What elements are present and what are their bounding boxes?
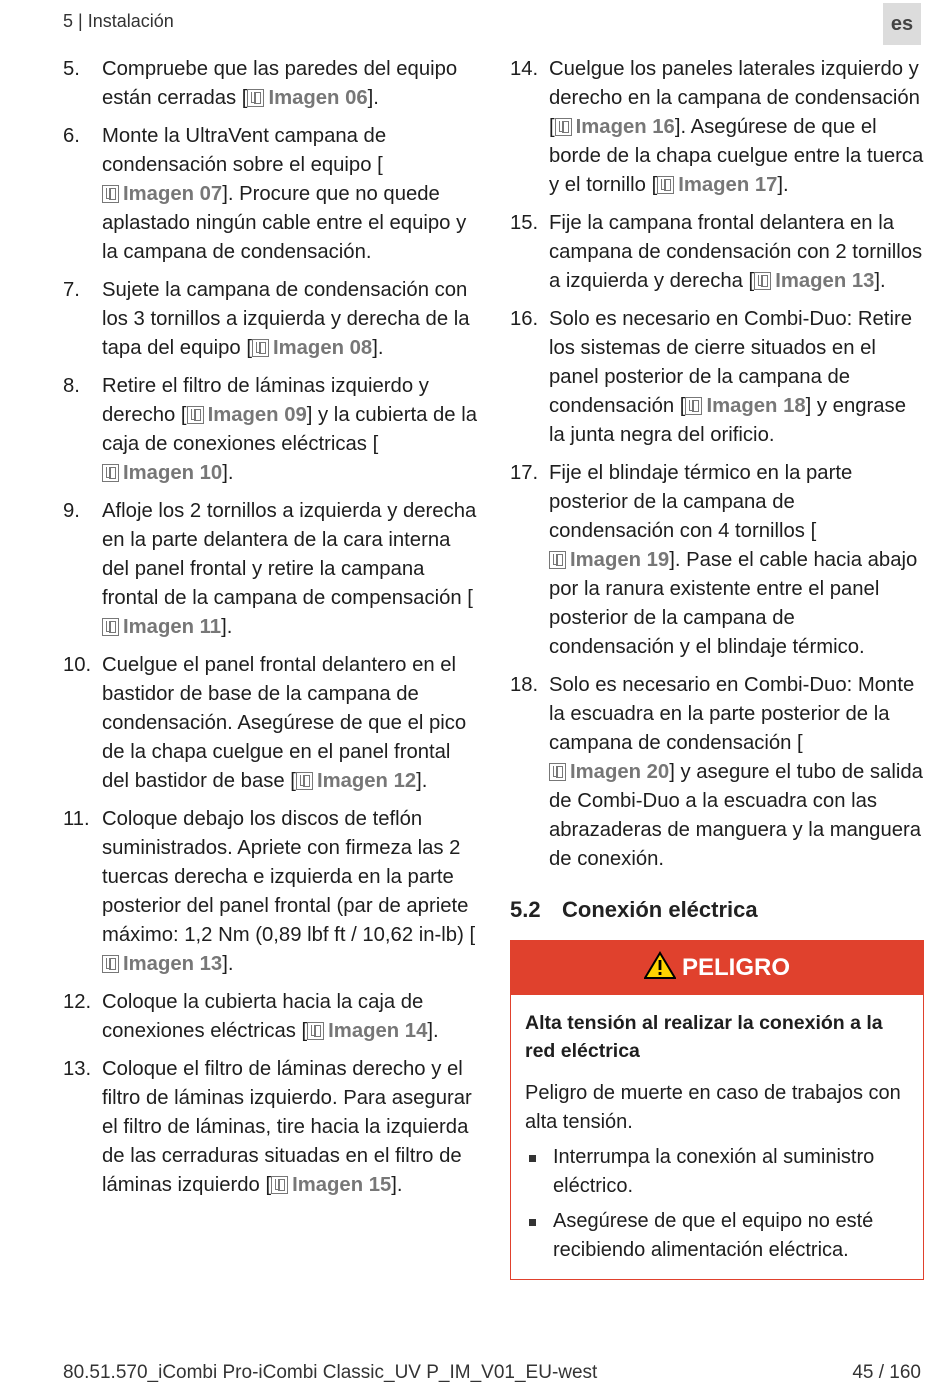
- section-number: 5.2: [510, 897, 541, 922]
- step-number: 8.: [63, 375, 80, 397]
- instruction-step: [510, 305, 924, 450]
- step-number: 15.: [510, 212, 539, 234]
- figure-reference-link[interactable]: [271, 1174, 391, 1196]
- figure-reference-link[interactable]: [252, 337, 372, 359]
- instruction-step: [510, 459, 924, 662]
- figure-icon: [252, 339, 269, 357]
- instruction-step: [63, 805, 481, 979]
- figure-reference-link[interactable]: [296, 770, 416, 792]
- instruction-step: [63, 497, 481, 642]
- step-text: ].: [372, 337, 384, 359]
- instruction-step: [510, 209, 924, 296]
- step-number: 11.: [63, 808, 90, 830]
- danger-description: Peligro de muerte en caso de trabajos con alta tensión.: [525, 1082, 901, 1133]
- left-step-list: [63, 55, 481, 1200]
- step-number: 7.: [63, 279, 80, 301]
- step-text: ] y engrase la junta negra del orificio.: [549, 395, 906, 446]
- figure-reference-link[interactable]: [657, 174, 777, 196]
- step-text: ].: [777, 174, 789, 196]
- figure-reference-label: Imagen 19: [570, 549, 670, 571]
- figure-icon: [307, 1022, 324, 1040]
- danger-label: PELIGRO: [681, 954, 790, 981]
- figure-icon: [187, 406, 204, 424]
- step-text: Fije el blindaje térmico en la parte posterior de la campana de condensación con 4 tornillos [: [549, 462, 853, 542]
- figure-reference-link[interactable]: [247, 87, 367, 109]
- figure-icon: [549, 763, 566, 781]
- step-text: Sujete la campana de condensación con los 3 tornillos a izquierda y derecha de la tapa del equipo [: [102, 279, 470, 359]
- step-text: ].: [416, 770, 428, 792]
- figure-reference-label: Imagen 15: [292, 1174, 392, 1196]
- figure-reference-link[interactable]: [102, 462, 222, 484]
- step-text: Afloje los 2 tornillos a izquierda y derecha en la parte delantera de la cara interna del panel frontal y retire la campana frontal de la campana de compensación [: [102, 500, 477, 609]
- figure-reference-link[interactable]: [102, 616, 221, 638]
- step-text: Solo es necesario en Combi-Duo: Monte la escuadra en la parte posterior de la campana de condensación [: [549, 674, 915, 754]
- step-text: Monte la UltraVent campana de condensación sobre el equipo [: [102, 125, 387, 176]
- danger-body: [511, 995, 923, 1279]
- figure-reference-link[interactable]: [307, 1020, 427, 1042]
- instruction-step: [63, 1055, 481, 1200]
- step-number: 9.: [63, 500, 80, 522]
- figure-icon: [657, 176, 674, 194]
- section-title: Conexión eléctrica: [562, 897, 758, 922]
- figure-reference-label: Imagen 16: [575, 116, 675, 138]
- step-text: ]. Asegúrese de que el borde de la chapa cuelgue entre la tuerca y el tornillo [: [549, 116, 924, 196]
- figure-reference-link[interactable]: [685, 395, 805, 417]
- figure-icon: [296, 772, 313, 790]
- figure-icon: [247, 89, 264, 107]
- danger-notice: [510, 940, 924, 1280]
- left-column: [63, 55, 481, 1209]
- right-column: [510, 55, 924, 1280]
- danger-bullet-list: [525, 1143, 909, 1265]
- instruction-step: [510, 55, 924, 200]
- step-number: 5.: [63, 58, 80, 80]
- figure-reference-label: Imagen 18: [706, 395, 806, 417]
- step-number: 6.: [63, 125, 80, 147]
- figure-icon: [271, 1176, 288, 1194]
- danger-title: Alta tensión al realizar la conexión a la red eléctrica: [525, 1012, 883, 1062]
- step-text: ].: [222, 953, 234, 975]
- instruction-step: [510, 671, 924, 874]
- step-text: Coloque el filtro de láminas derecho y el filtro de láminas izquierdo. Para asegurar el filtro de láminas, tire hacia la izquierda de las cerraduras situadas en el filtro de láminas izquierdo [: [102, 1058, 472, 1196]
- figure-reference-label: Imagen 13: [123, 953, 223, 975]
- figure-reference-label: Imagen 11: [123, 616, 222, 638]
- step-text: ]. Pase el cable hacia abajo por la ranura existente entre el panel posterior de la campana de condensación y el blindaje térmico.: [549, 549, 918, 658]
- step-text: ].: [427, 1020, 439, 1042]
- danger-bullet: Interrumpa la conexión al suministro eléctrico.: [525, 1143, 909, 1201]
- figure-reference-label: Imagen 07: [123, 183, 223, 205]
- instruction-step: [63, 55, 481, 113]
- footer-doc-id: 80.51.570_iCombi Pro-iCombi Classic_UV P_IM_V01_EU-west: [63, 1362, 598, 1383]
- figure-reference-label: Imagen 17: [678, 174, 778, 196]
- instruction-step: [63, 988, 481, 1046]
- figure-icon: [555, 118, 572, 136]
- figure-icon: [685, 397, 702, 415]
- step-text: Fije la campana frontal delantera en la campana de condensación con 2 tornillos a izquierda y derecha [: [549, 212, 923, 292]
- language-badge: es: [883, 3, 921, 45]
- right-step-list: [510, 55, 924, 874]
- step-text: Retire el filtro de láminas izquierdo y derecho [: [102, 375, 429, 426]
- instruction-step: [63, 122, 481, 267]
- figure-reference-label: Imagen 08: [272, 337, 373, 359]
- figure-reference-link[interactable]: [187, 404, 307, 426]
- figure-reference-label: Imagen 09: [207, 404, 307, 426]
- step-text: Coloque debajo los discos de teflón suministrados. Apriete con firmeza las 2 tuercas derecha e izquierda en la parte posterior del panel frontal (par de apriete máximo: 1,2 Nm (0,89 lbf ft / 10,62 in-lb) [: [102, 808, 476, 946]
- figure-icon: [102, 464, 119, 482]
- figure-reference-link[interactable]: [102, 953, 222, 975]
- section-heading: [510, 897, 924, 923]
- step-number: 17.: [510, 462, 539, 484]
- step-text: Solo es necesario en Combi-Duo: Retire los sistemas de cierre situados en el panel posterior de la campana de condensación [: [549, 308, 912, 417]
- step-number: 10.: [63, 654, 92, 676]
- step-text: ] y la cubierta de la caja de conexiones eléctricas [: [102, 404, 477, 455]
- step-number: 18.: [510, 674, 539, 696]
- step-text: ].: [222, 462, 234, 484]
- danger-header: [511, 941, 923, 995]
- step-text: ].: [874, 270, 886, 292]
- figure-icon: [102, 955, 119, 973]
- figure-icon: [102, 185, 119, 203]
- running-header: 5 | Instalación: [63, 11, 174, 31]
- step-text: Compruebe que las paredes del equipo están cerradas [: [102, 58, 458, 109]
- instruction-step: [63, 276, 481, 363]
- warning-triangle-icon: [644, 951, 676, 986]
- figure-reference-label: Imagen 10: [123, 462, 223, 484]
- figure-reference-link[interactable]: [102, 183, 222, 205]
- step-number: 16.: [510, 308, 539, 330]
- figure-reference-link[interactable]: [549, 549, 669, 571]
- figure-icon: [754, 272, 771, 290]
- step-number: 13.: [63, 1058, 92, 1080]
- step-text: ].: [367, 87, 379, 109]
- figure-reference-link[interactable]: [549, 761, 669, 783]
- figure-reference-label: Imagen 20: [570, 761, 670, 783]
- figure-icon: [102, 618, 119, 636]
- instruction-step: [63, 372, 481, 488]
- step-text: ].: [391, 1174, 403, 1196]
- step-text: ]. Procure que no quede aplastado ningún cable entre el equipo y la campana de condensación.: [102, 183, 467, 263]
- footer-page-number: 45 / 160: [852, 1362, 921, 1383]
- step-text: ] y asegure el tubo de salida de Combi-Duo a la escuadra con las abrazaderas de manguera y la manguera de conexión.: [549, 761, 923, 870]
- step-text: Cuelgue el panel frontal delantero en el bastidor de base de la campana de condensación. Asegúrese de que el pico de la chapa cuelgue en el panel frontal del bastidor de base [: [102, 654, 467, 792]
- figure-reference-label: Imagen 12: [316, 770, 417, 792]
- step-number: 14.: [510, 58, 539, 80]
- step-number: 12.: [63, 991, 92, 1013]
- figure-reference-label: Imagen 13: [775, 270, 875, 292]
- step-text: Coloque la cubierta hacia la caja de conexiones eléctricas [: [102, 991, 424, 1042]
- figure-icon: [549, 551, 566, 569]
- step-text: ].: [221, 616, 233, 638]
- figure-reference-link[interactable]: [754, 270, 874, 292]
- figure-reference-link[interactable]: [555, 116, 675, 138]
- instruction-step: [63, 651, 481, 796]
- step-text: Cuelgue los paneles laterales izquierdo y derecho en la campana de condensación [: [549, 58, 920, 138]
- danger-bullet: Asegúrese de que el equipo no esté recibiendo alimentación eléctrica.: [525, 1207, 909, 1265]
- figure-reference-label: Imagen 14: [328, 1020, 428, 1042]
- figure-reference-label: Imagen 06: [268, 87, 368, 109]
